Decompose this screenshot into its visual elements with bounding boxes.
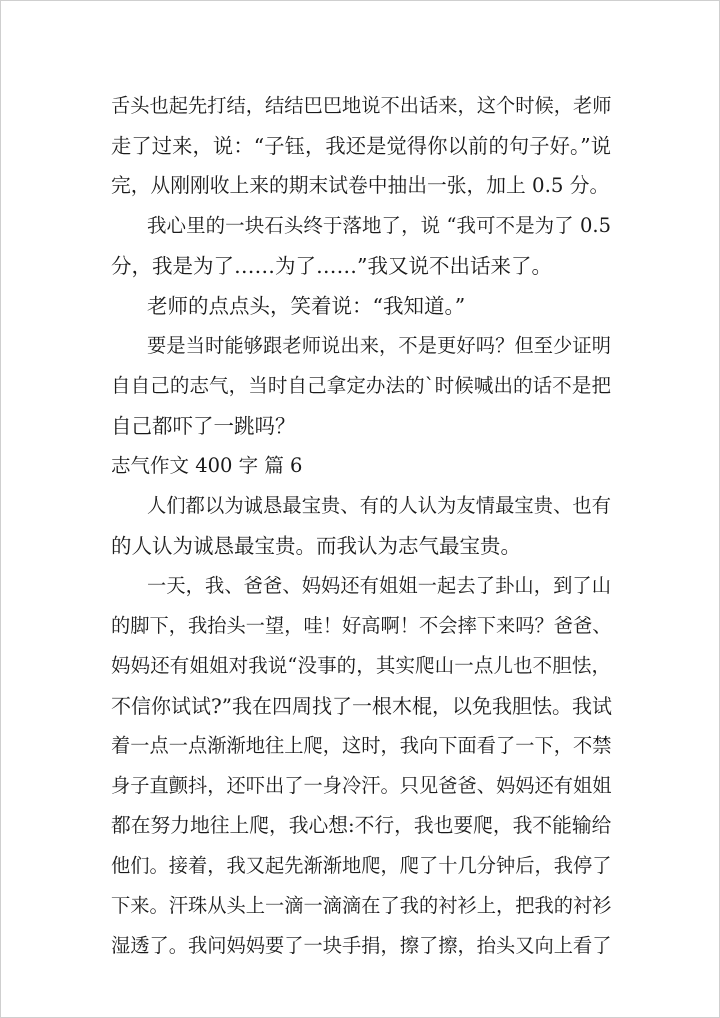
paragraph-first-line: 一天，我、爸爸、妈妈还有姐姐一起去了卦山，到了山 <box>147 574 611 597</box>
paragraph-first-line: 我心里的一块石头终于落地了，说 “我可不是为了 0.5 <box>147 214 611 237</box>
paragraph-first-line: 人们都以为诚恳最宝贵、有的人认为友情最宝贵、也有 <box>147 494 611 517</box>
text-line: 妈妈还有姐姐对我说“没事的，其实爬山一点儿也不胆怯， <box>111 654 611 677</box>
text-line: 不信你试试?”我在四周找了一根木棍，以免我胆怯。我试 <box>111 694 612 718</box>
text-line: 着一点一点渐渐地往上爬，这时，我向下面看了一下，不禁 <box>111 734 612 757</box>
text-line: 舌头也起先打结，结结巴巴地说不出话来，这个时候，老师 <box>111 94 612 117</box>
section-heading: 志气作文 400 字 篇 6 <box>111 454 303 477</box>
text-line: 的脚下，我抬头一望，哇！好高啊！不会摔下来吗？爸爸、 <box>111 614 612 637</box>
text-line: 湿透了。我问妈妈要了一块手捐，擦了擦，抬头又向上看了 <box>111 934 612 957</box>
paragraph-first-line: 老师的点点头，笑着说：“我知道。” <box>147 294 466 318</box>
text-line: 下来。汗珠从头上一滴一滴滴在了我的衬衫上，把我的衬衫 <box>111 894 612 917</box>
text-line: 自己都吓了一跳吗？ <box>111 414 296 438</box>
paragraph-first-line: 要是当时能够跟老师说出来，不是更好吗？但至少证明 <box>147 334 611 357</box>
text-line: 完，从刚刚收上来的期末试卷中抽出一张，加上 0.5 分。 <box>111 174 610 197</box>
text-line: 他们。接着，我又起先渐渐地爬，爬了十几分钟后，我停了 <box>111 854 612 877</box>
text-line: 的人认为诚恳最宝贵。而我认为志气最宝贵。 <box>111 534 521 558</box>
text-line: 分，我是为了……为了……”我又说不出话来了。 <box>111 254 552 278</box>
text-line: 走了过来，说：“子钰，我还是觉得你以前的句子好。”说 <box>111 134 611 158</box>
text-line: 都在努力地往上爬，我心想:不行，我也要爬，我不能输给 <box>111 814 612 837</box>
text-line: 身子直颤抖，还吓出了一身冷汗。只见爸爸、妈妈还有姐姐 <box>111 774 612 797</box>
text-line: 自自己的志气，当时自己拿定办法的`时候喊出的话不是把 <box>111 374 611 397</box>
